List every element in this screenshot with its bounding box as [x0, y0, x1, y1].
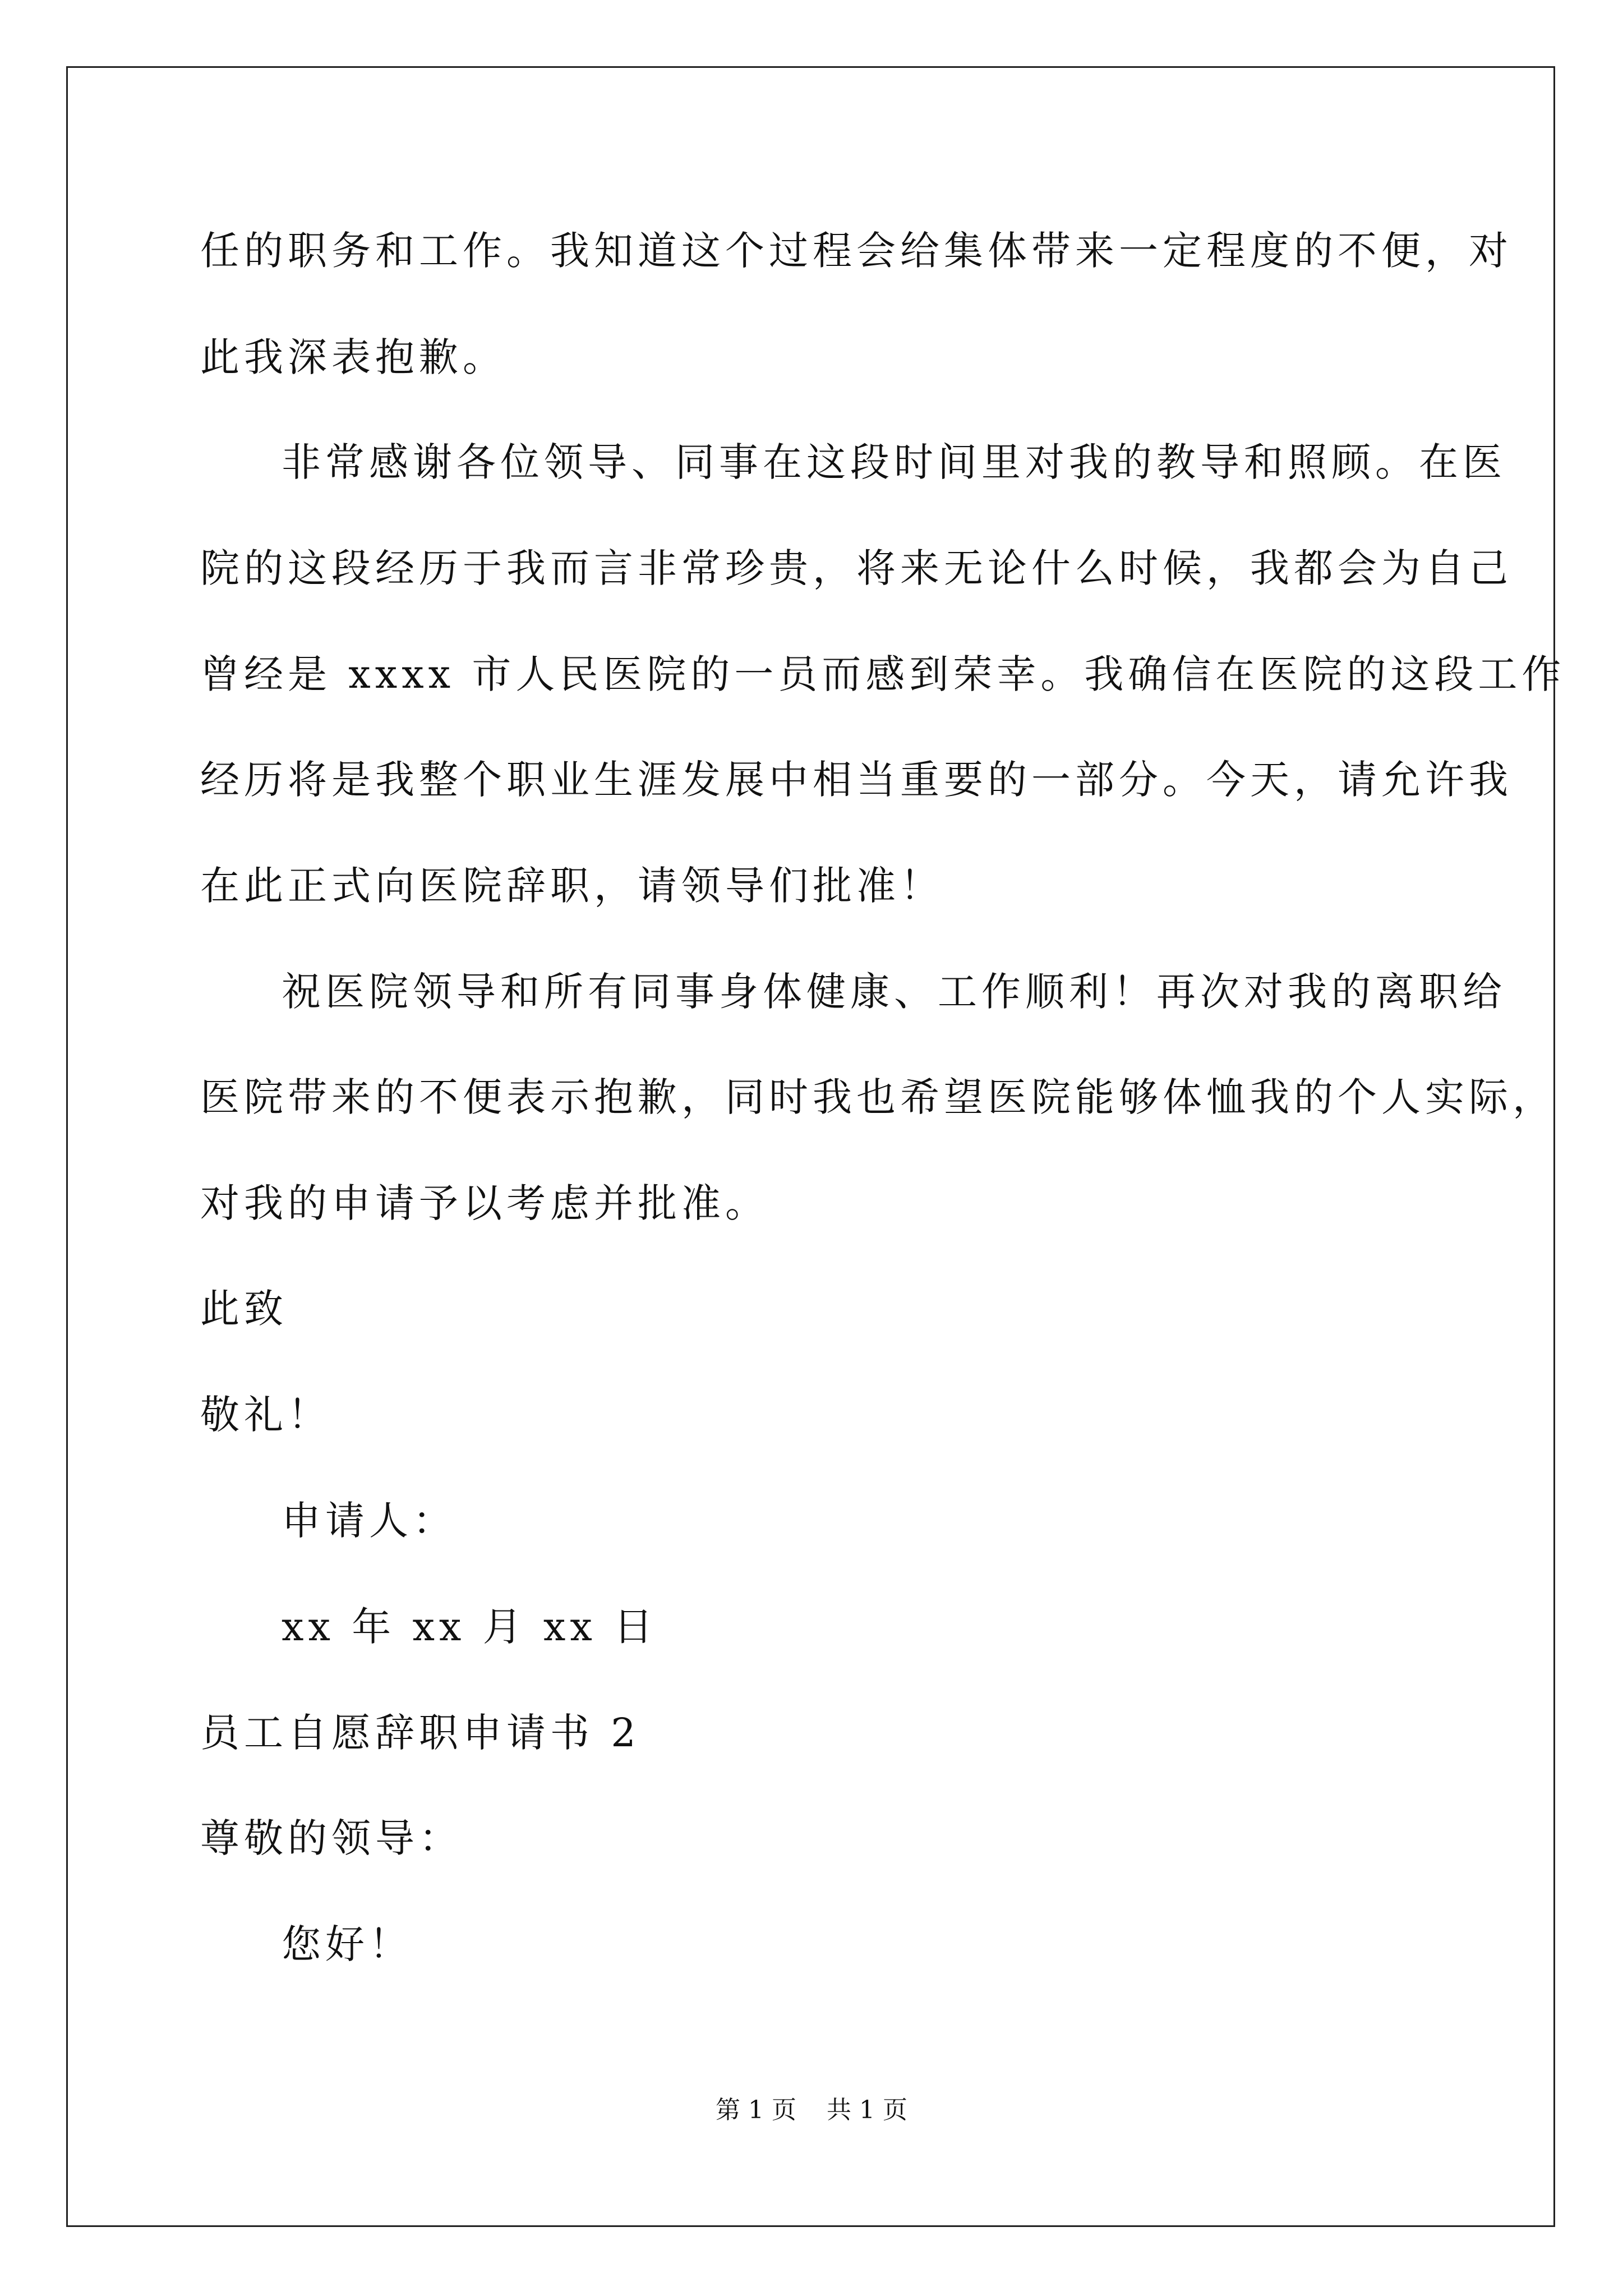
paragraph-line: 在此正式向医院辞职，请领导们批准！: [200, 863, 944, 909]
paragraph-line: 经历将是我整个职业生涯发展中相当重要的一部分。今天，请允许我: [200, 757, 1513, 803]
greeting-hello: 您好！: [282, 1921, 413, 1967]
page-number: 第 1 页: [716, 2096, 796, 2124]
greeting: 尊敬的领导：: [200, 1815, 463, 1861]
paragraph-line: 医院带来的不便表示抱歉，同时我也希望医院能够体恤我的个人实际，: [200, 1074, 1556, 1120]
applicant-label: 申请人：: [282, 1498, 457, 1544]
paragraph-line: 此我深表抱歉。: [200, 334, 506, 380]
paragraph-line: 任的职务和工作。我知道这个过程会给集体带来一定程度的不便，对: [200, 228, 1513, 274]
paragraph-line: 非常感谢各位领导、同事在这段时间里对我的教导和照顾。在医: [282, 439, 1506, 485]
closing-phrase: 此致: [200, 1286, 288, 1332]
page-border: [66, 66, 1555, 2227]
page-total: 共 1 页: [827, 2096, 907, 2124]
paragraph-line: 院的这段经历于我而言非常珍贵，将来无论什么时候，我都会为自己: [200, 545, 1513, 591]
date-line: xx 年 xx 月 xx 日: [282, 1604, 658, 1650]
paragraph-line: 祝医院领导和所有同事身体健康、工作顺利！再次对我的离职给: [282, 969, 1506, 1015]
salutation-closing: 敬礼！: [200, 1392, 331, 1438]
paragraph-line: 对我的申请予以考虑并批准。: [200, 1180, 769, 1226]
section-title: 员工自愿辞职申请书 2: [200, 1710, 640, 1756]
paragraph-line: 曾经是 xxxx 市人民医院的一员而感到荣幸。我确信在医院的这段工作: [200, 651, 1566, 697]
page-footer: [0, 2098, 1623, 2123]
